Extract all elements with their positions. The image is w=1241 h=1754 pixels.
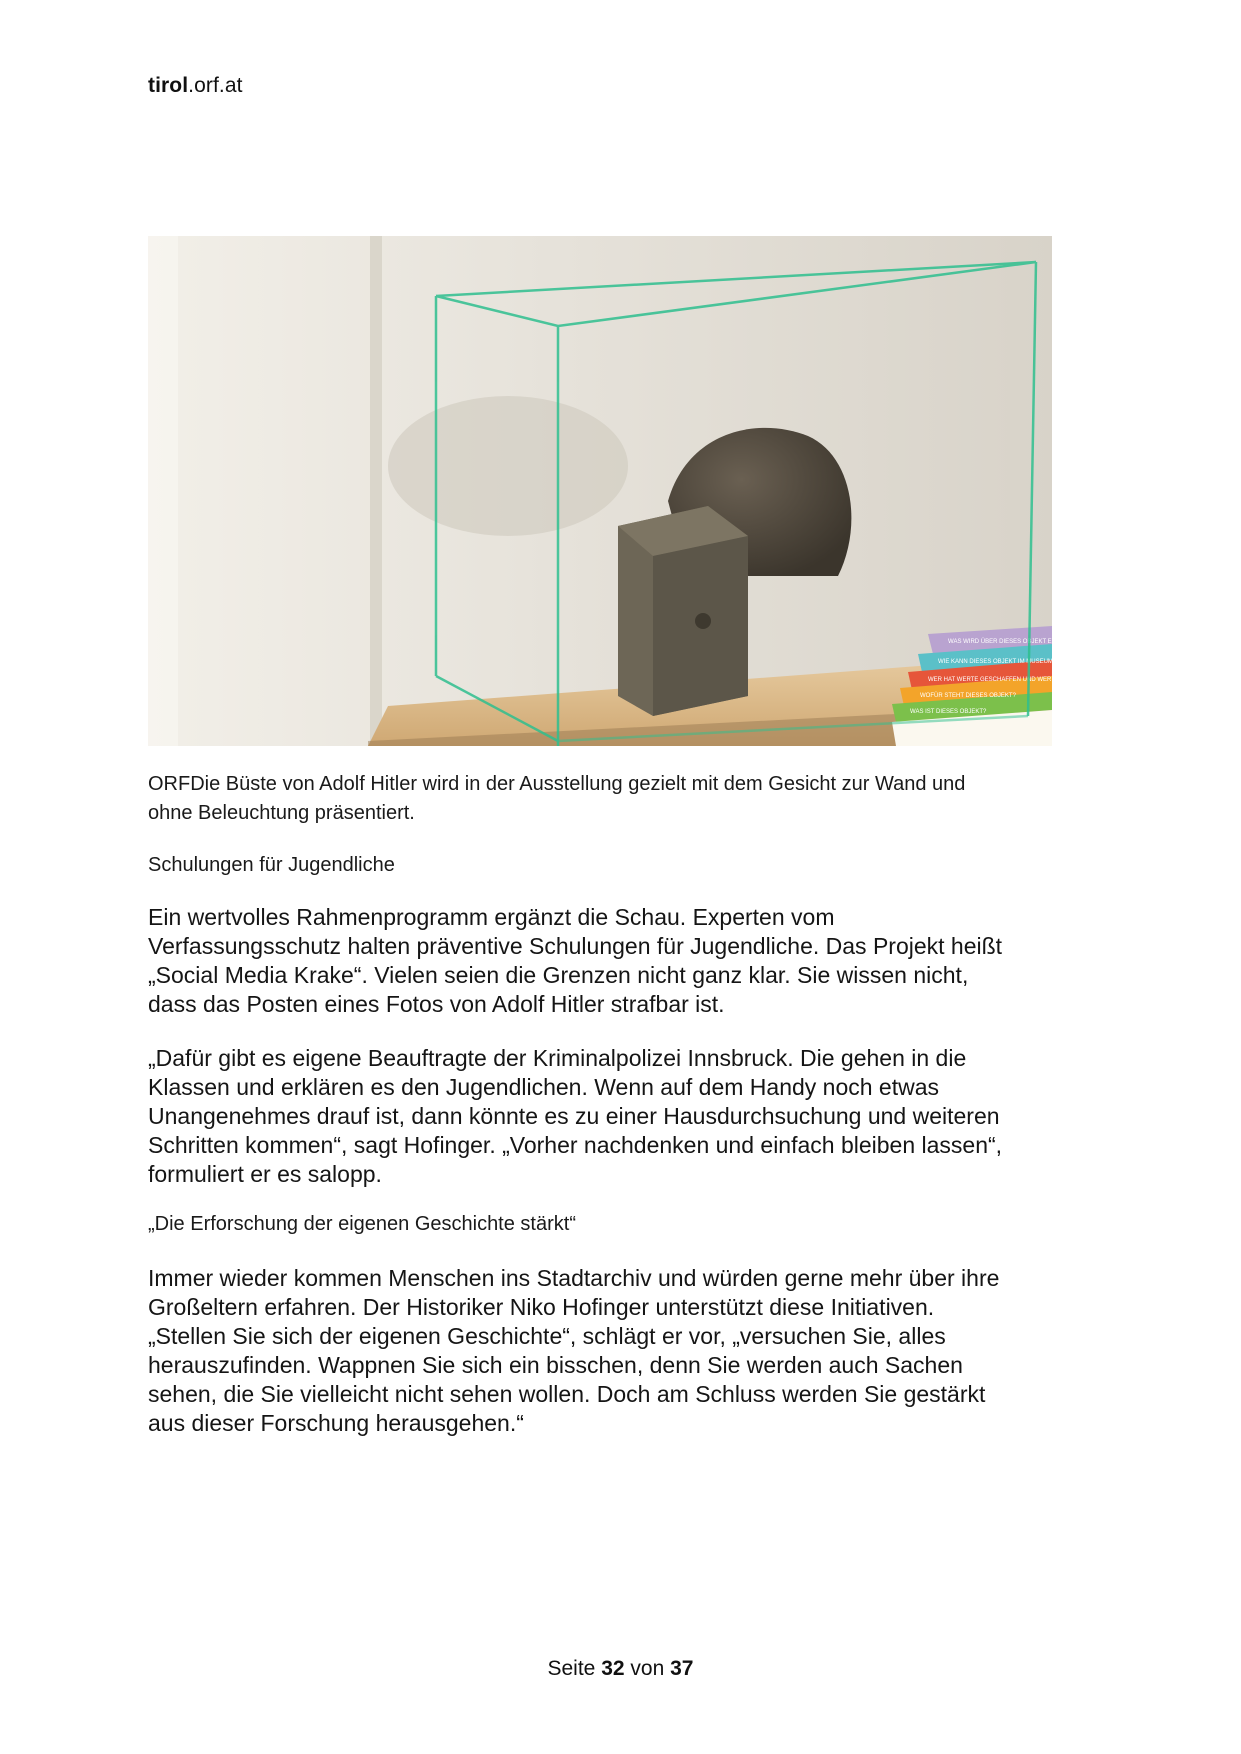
- text-line: „Dafür gibt es eigene Beauftragte der Kriminalpolizei Innsbruck. Die gehen in die: [148, 1045, 967, 1071]
- paragraph-kriminalpolizei: [148, 1044, 1108, 1189]
- card-line-3: WER HAT WERTE GESCHAFFEN UND WER: [928, 677, 1052, 683]
- text-line: dass das Posten eines Fotos von Adolf Hitler strafbar ist.: [148, 991, 725, 1017]
- article-photo: [148, 236, 1093, 746]
- card-line-5: WAS IST DIESES OBJEKT?: [910, 709, 987, 715]
- footer-middle: von: [630, 1657, 665, 1680]
- text-line: Verfassungsschutz halten präventive Schulungen für Jugendliche. Das Projekt heißt: [148, 933, 1003, 959]
- text-line: sehen, die Sie vielleicht nicht sehen wollen. Doch am Schluss werden Sie gestärkt: [148, 1381, 986, 1407]
- text-line: aus dieser Forschung herausgehen.“: [148, 1410, 524, 1436]
- stone-hole: [695, 613, 711, 629]
- text-line: Immer wieder kommen Menschen ins Stadtarchiv und würden gerne mehr über ihre: [148, 1265, 1000, 1291]
- text-line: formuliert er es salopp.: [148, 1161, 382, 1187]
- text-line: herauszufinden. Wappnen Sie sich ein bisschen, denn Sie werden auch Sachen: [148, 1352, 963, 1378]
- paragraph-rahmenprogramm: [148, 903, 1108, 1019]
- text-line: Unangenehmes drauf ist, dann könnte es zu einer Hausdurchsuchung und weiteren: [148, 1103, 1000, 1129]
- wall-corner: [370, 236, 382, 746]
- text-line: Großeltern erfahren. Der Historiker Niko Hofinger unterstützt diese Initiativen.: [148, 1294, 935, 1320]
- paragraph-stadtarchiv: [148, 1264, 1108, 1438]
- caption-line: ORFDie Büste von Adolf Hitler wird in der Ausstellung gezielt mit dem Gesicht zur Wand und: [148, 773, 966, 795]
- photo-illustration: [148, 236, 1093, 746]
- text-line: „Stellen Sie sich der eigenen Geschichte“, schlägt er vor, „versuchen Sie, alles: [148, 1323, 946, 1349]
- footer-page-total: 37: [670, 1657, 694, 1680]
- caption-line: ohne Beleuchtung präsentiert.: [148, 802, 415, 824]
- section-heading-erforschung: „Die Erforschung der eigenen Geschichte stärkt“: [148, 1213, 576, 1235]
- text-line: Ein wertvolles Rahmenprogramm ergänzt die Schau. Experten vom: [148, 904, 835, 930]
- footer-prefix: Seite: [547, 1657, 596, 1680]
- photo-caption: [148, 770, 1108, 828]
- site-name-bold: tirol: [148, 74, 189, 97]
- card-line-2: WIE KANN DIESES OBJEKT IM MUSEUM VERWENDET: [938, 659, 1093, 665]
- site-name-domain: .orf.at: [188, 74, 243, 97]
- page-footer: [0, 1657, 1241, 1681]
- site-header: [148, 74, 243, 98]
- text-line: Klassen und erklären es den Jugendlichen. Wenn auf dem Handy noch etwas: [148, 1074, 940, 1100]
- wall-edge: [148, 236, 178, 746]
- text-line: Schritten kommen“, sagt Hofinger. „Vorher nachdenken und einfach bleiben lassen“,: [148, 1132, 1003, 1158]
- card-line-1: WAS WIRD ÜBER DIESES OBJEKT ERZÄHLT?: [948, 639, 1078, 645]
- card-line-4: WOFÜR STEHT DIESES OBJEKT?: [920, 693, 1016, 699]
- section-heading-schulungen: Schulungen für Jugendliche: [148, 854, 395, 876]
- shadow: [388, 396, 628, 536]
- footer-page-number: 32: [601, 1657, 625, 1680]
- text-line: „Social Media Krake“. Vielen seien die Grenzen nicht ganz klar. Sie wissen nicht,: [148, 962, 969, 988]
